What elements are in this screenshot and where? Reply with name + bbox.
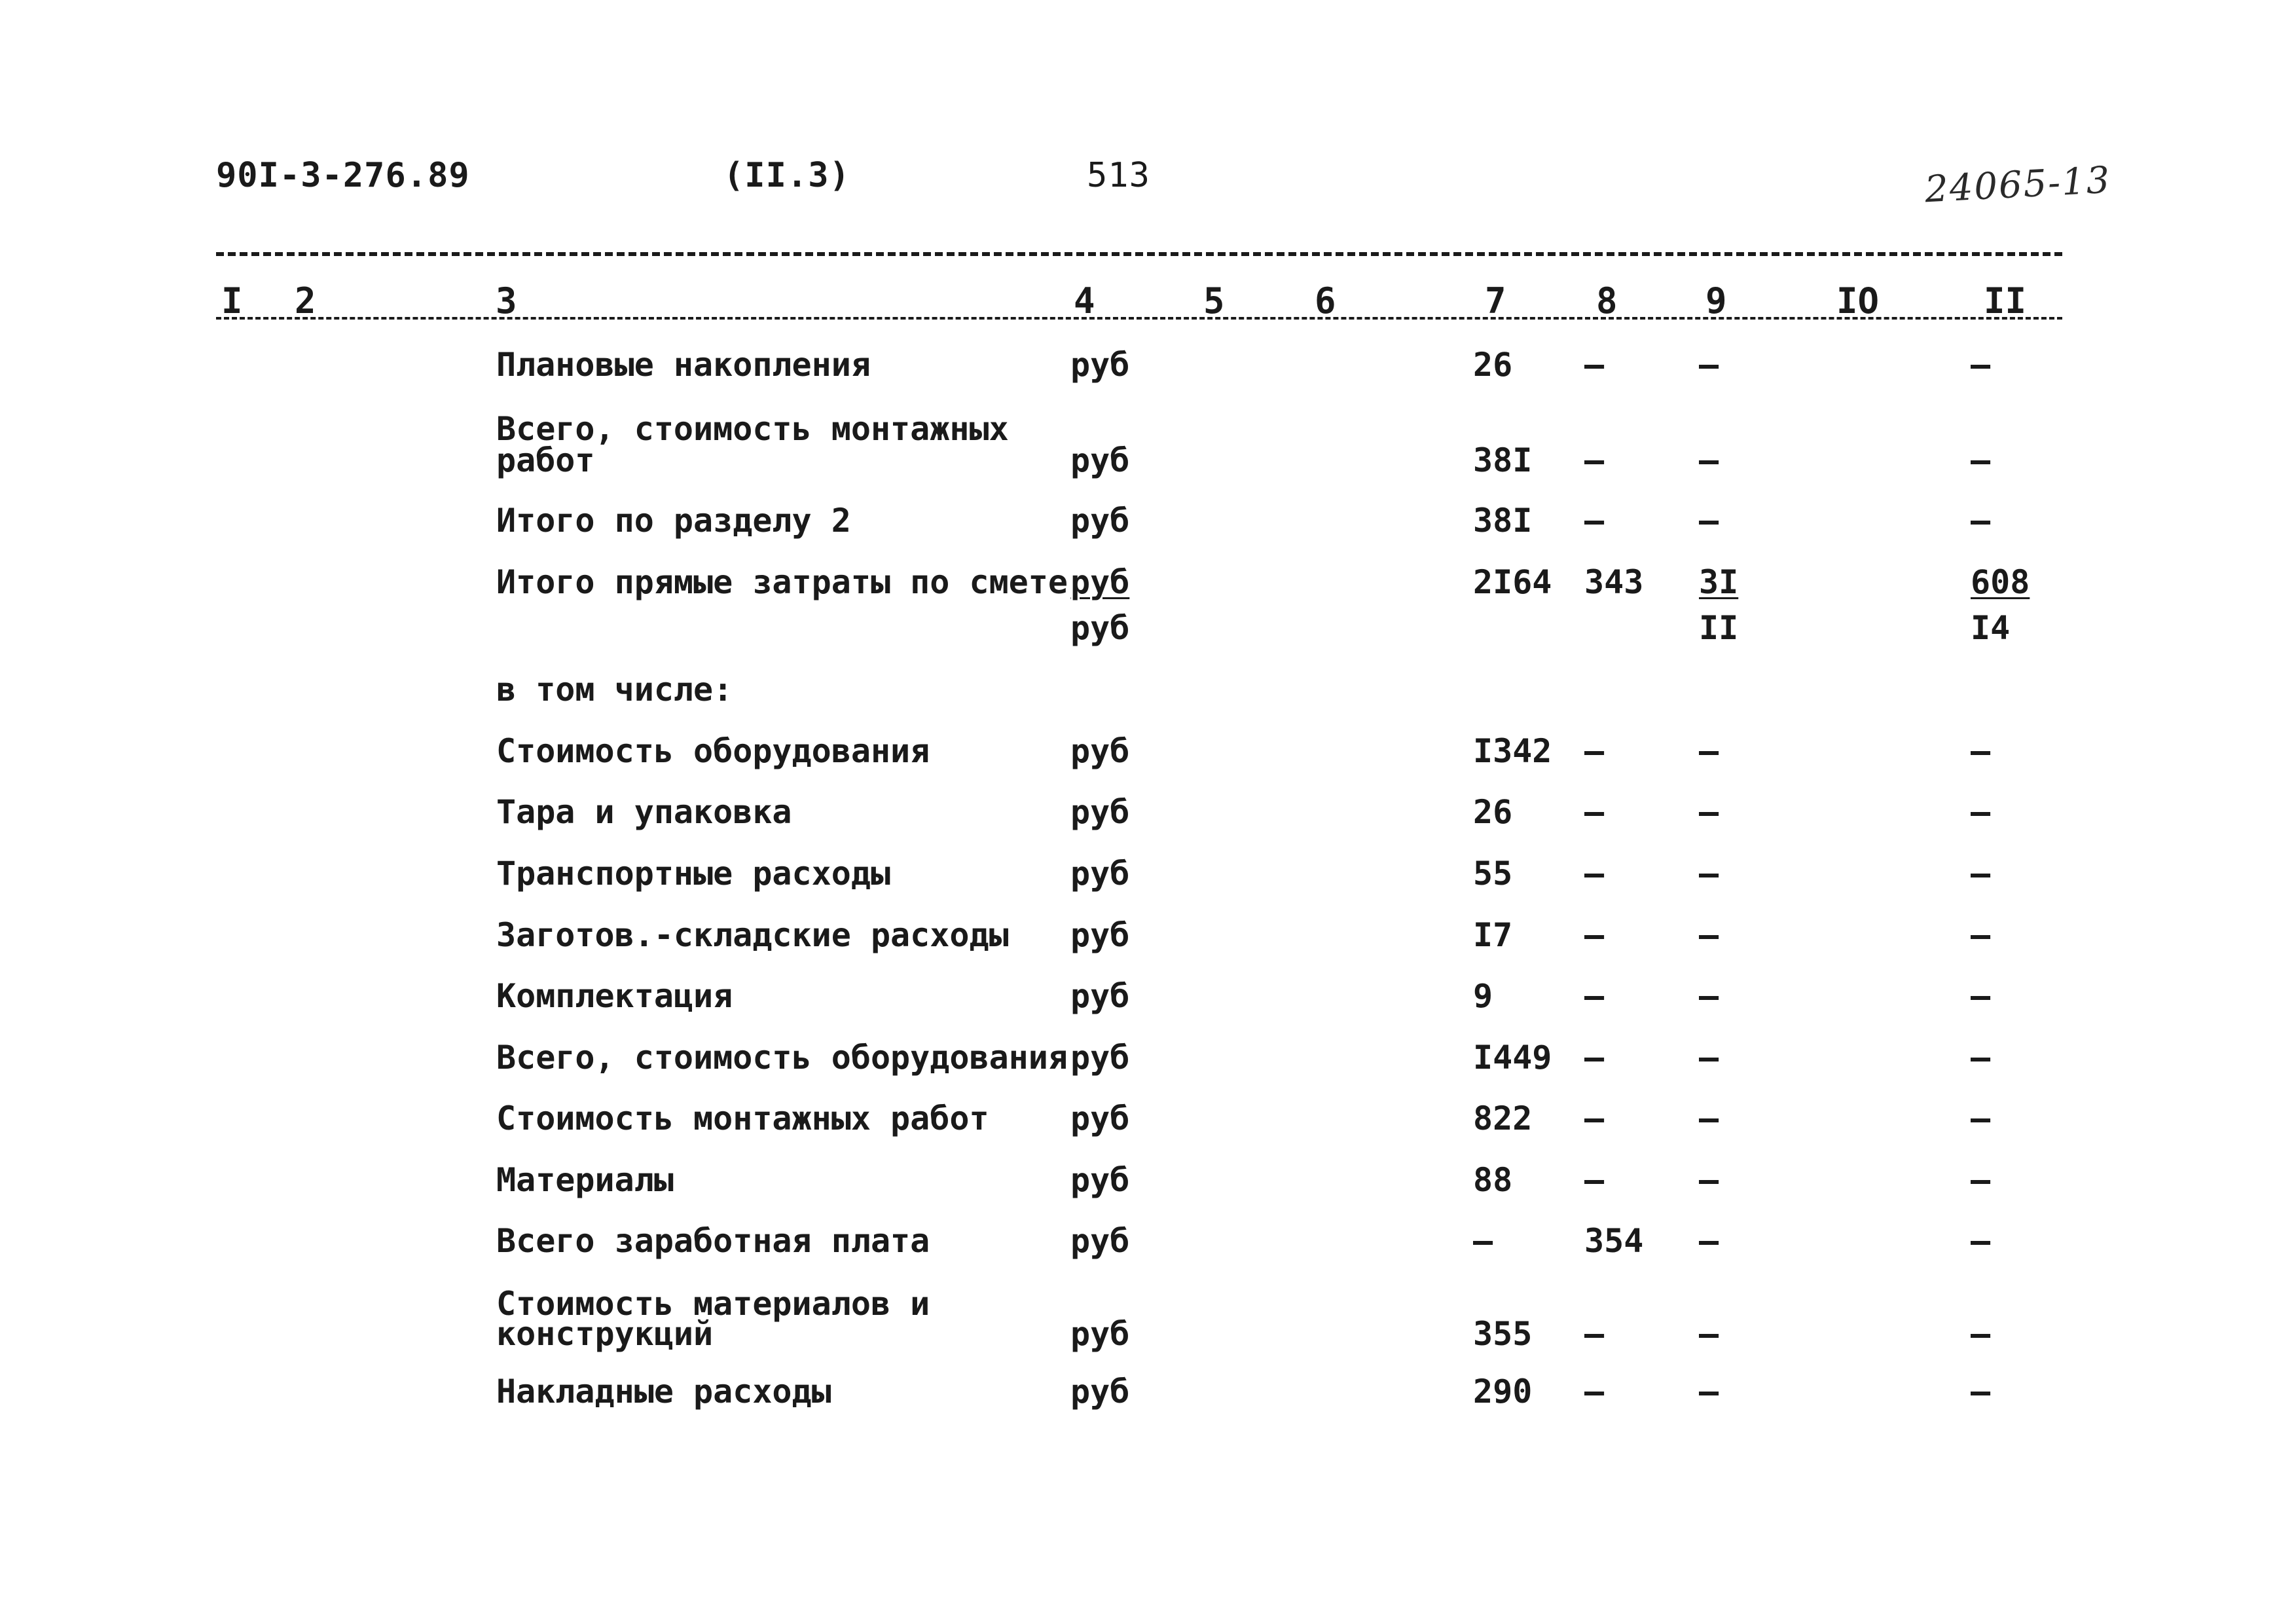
row-col11: – [1971, 732, 1991, 770]
row-name: Тара и упаковка [496, 793, 792, 831]
row-col7: 822 [1473, 1099, 1533, 1137]
column-number: 7 [1485, 280, 1506, 322]
row-name: Материалы [496, 1161, 674, 1199]
table-row [0, 1161, 2296, 1203]
row-col9: 3I [1699, 563, 1739, 601]
table-row-continuation [0, 1315, 2296, 1357]
table-row [0, 977, 2296, 1019]
row-col8: – [1584, 732, 1605, 770]
row-name: Стоимость монтажных работ [496, 1099, 989, 1137]
row-unit: руб [1070, 977, 1130, 1015]
row-col11: – [1971, 1039, 1991, 1077]
table-subheading [0, 673, 2296, 712]
row-col7: I342 [1473, 732, 1552, 770]
row-col8: – [1584, 916, 1605, 954]
row-col7: 2I64 [1473, 563, 1552, 601]
row-col9: – [1699, 1099, 1719, 1137]
row-col11: – [1971, 1315, 1991, 1353]
row-col9: – [1699, 977, 1719, 1015]
row-unit: руб [1070, 855, 1130, 893]
table-row [0, 1099, 2296, 1141]
row-col9: – [1699, 855, 1719, 893]
row-col8: – [1584, 1315, 1605, 1353]
row-col7: 290 [1473, 1373, 1533, 1411]
row-col8: – [1584, 1039, 1605, 1077]
row-unit: руб [1070, 1222, 1130, 1260]
row-col11: – [1971, 1161, 1991, 1199]
row-col9: – [1699, 793, 1719, 831]
top-divider [216, 252, 2062, 256]
row-unit: руб [1070, 793, 1130, 831]
row-col11: – [1971, 1099, 1991, 1137]
row-name: Итого прямые затраты по смете [496, 563, 1068, 601]
row-unit: руб [1070, 916, 1130, 954]
column-number: II [1984, 280, 2027, 322]
row-col8: – [1584, 1373, 1605, 1411]
row-name: Всего заработная плата [496, 1222, 930, 1260]
row-col8: – [1584, 1161, 1605, 1199]
column-number: 5 [1203, 280, 1225, 322]
row-col7: 9 [1473, 977, 1493, 1015]
row-name: Заготов.-складские расходы [496, 916, 1009, 954]
row-unit: руб [1070, 1099, 1130, 1137]
row-col8: – [1584, 441, 1605, 479]
column-number: 9 [1705, 280, 1727, 322]
column-number: 8 [1596, 280, 1618, 322]
row-col7: 26 [1473, 793, 1513, 831]
table-row-continuation [0, 441, 2296, 483]
row-col8: – [1584, 1099, 1605, 1137]
row-col7: I7 [1473, 916, 1513, 954]
row-col9: – [1699, 502, 1719, 540]
row-col9: – [1699, 1222, 1719, 1260]
row-col11: – [1971, 916, 1991, 954]
row-col11: – [1971, 1373, 1991, 1411]
section-number: (II.3) [723, 156, 850, 195]
row-col7: 355 [1473, 1315, 1533, 1353]
row-col11: – [1971, 1222, 1991, 1260]
row-col8: 343 [1584, 563, 1644, 601]
column-number: 3 [496, 280, 517, 322]
column-number: 6 [1315, 280, 1336, 322]
column-number: IO [1836, 280, 1880, 322]
row-col9: – [1699, 346, 1719, 384]
column-number: I [221, 280, 243, 322]
row-col7: 38I [1473, 441, 1533, 479]
row-col7: 55 [1473, 855, 1513, 893]
table-row [0, 563, 2296, 605]
row-col8: – [1584, 977, 1605, 1015]
row-name: Стоимость материалов и [496, 1285, 930, 1323]
table-row [0, 504, 2296, 544]
row-name: Всего, стоимость оборудования [496, 1039, 1068, 1077]
row-unit: руб [1070, 609, 1130, 647]
row-col8: – [1584, 793, 1605, 831]
row-unit: руб [1070, 502, 1130, 540]
row-name: Плановые накопления [496, 346, 871, 384]
row-col9: – [1699, 1161, 1719, 1199]
table-row [0, 1041, 2296, 1080]
row-name: Итого по разделу 2 [496, 502, 851, 540]
column-number: 4 [1074, 280, 1095, 322]
column-number: 2 [295, 280, 316, 322]
row-col9: – [1699, 1315, 1719, 1353]
row-name: Комплектация [496, 977, 733, 1015]
row-col11: – [1971, 977, 1991, 1015]
row-col11: 608 [1971, 563, 2030, 601]
table-row [0, 793, 2296, 835]
table-row [0, 857, 2296, 896]
row-col7: 26 [1473, 346, 1513, 384]
row-name-line2: конструкций [496, 1315, 714, 1353]
row-col9: – [1699, 1373, 1719, 1411]
table-row [0, 916, 2296, 958]
row-name: Всего, стоимость монтажных [496, 410, 1009, 448]
table-row [0, 1222, 2296, 1264]
row-unit: руб [1070, 1373, 1130, 1411]
row-col11: I4 [1971, 609, 2011, 647]
table-row-denominator [0, 609, 2296, 651]
row-unit: руб [1070, 1039, 1130, 1077]
row-col8: 354 [1584, 1222, 1644, 1260]
row-col11: – [1971, 793, 1991, 831]
table-row [0, 1375, 2296, 1414]
table-row [0, 732, 2296, 774]
row-col9: – [1699, 916, 1719, 954]
row-col7: – [1473, 1222, 1493, 1260]
handwritten-inventory-number: 24065-13 [1923, 158, 2112, 212]
table-row [0, 348, 2296, 388]
row-col7: 88 [1473, 1161, 1513, 1199]
page-number: 513 [1087, 156, 1150, 195]
row-col9: – [1699, 441, 1719, 479]
row-col9: II [1699, 609, 1739, 647]
row-unit: руб [1070, 1161, 1130, 1199]
row-name: Стоимость оборудования [496, 732, 930, 770]
row-name: в том числе: [496, 671, 733, 709]
row-name: Накладные расходы [496, 1373, 831, 1411]
row-unit: руб [1070, 563, 1130, 601]
row-col11: – [1971, 855, 1991, 893]
row-col9: – [1699, 732, 1719, 770]
row-col11: – [1971, 346, 1991, 384]
row-col8: – [1584, 855, 1605, 893]
document-code: 90I-3-276.89 [216, 156, 470, 195]
row-unit: руб [1070, 346, 1130, 384]
row-col7: I449 [1473, 1039, 1552, 1077]
column-header-underline [216, 317, 2062, 320]
row-col9: – [1699, 1039, 1719, 1077]
row-unit: руб [1070, 732, 1130, 770]
row-col7: 38I [1473, 502, 1533, 540]
row-name-line2: работ [496, 441, 595, 479]
row-unit: руб [1070, 441, 1130, 479]
row-col11: – [1971, 441, 1991, 479]
row-unit: руб [1070, 1315, 1130, 1353]
row-name: Транспортные расходы [496, 855, 891, 893]
row-col11: – [1971, 502, 1991, 540]
row-col8: – [1584, 346, 1605, 384]
row-col8: – [1584, 502, 1605, 540]
